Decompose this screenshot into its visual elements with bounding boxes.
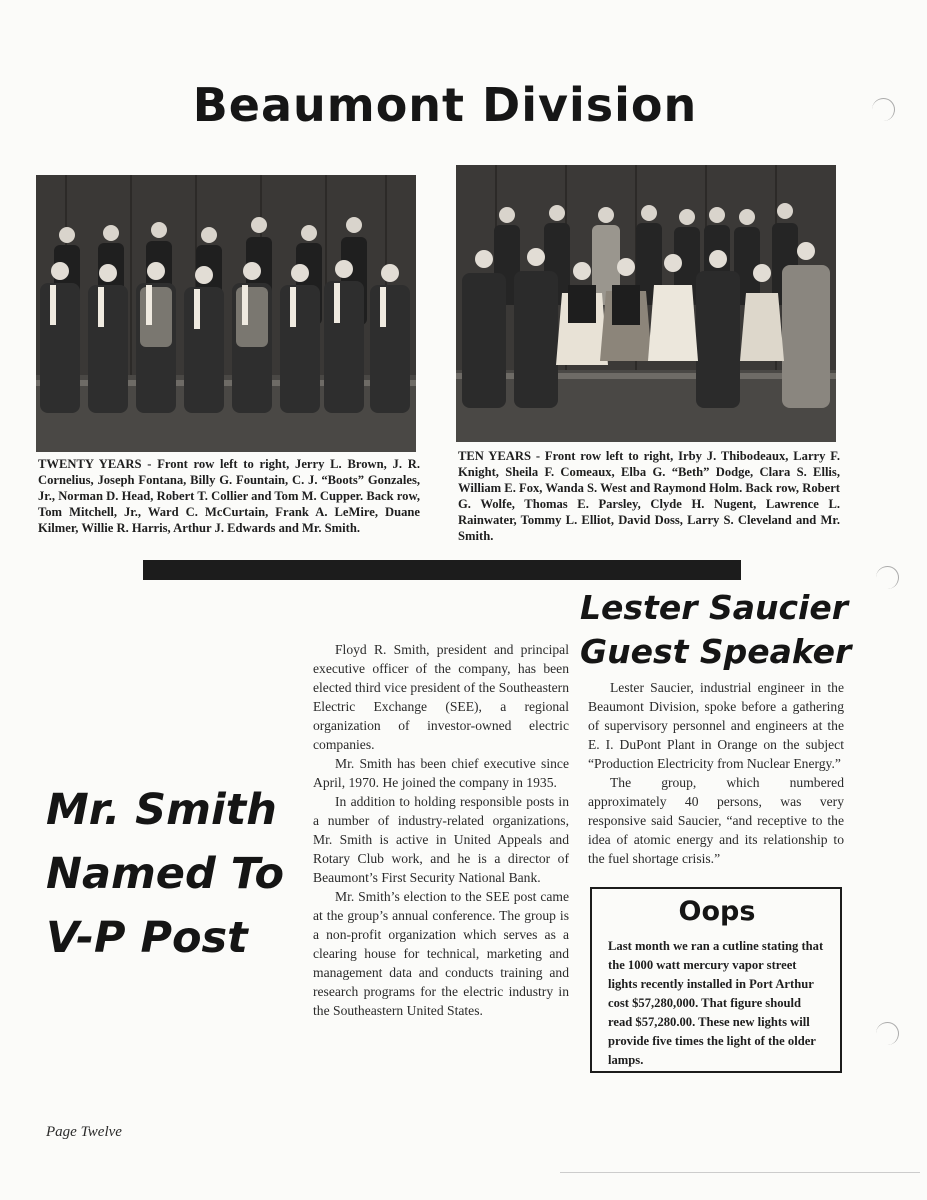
punch-hole-mark xyxy=(872,98,895,121)
smith-paragraph: Mr. Smith’s election to the SEE post came at the group’s annual conference. The group is a non-profit organization which serves as a clearing house for technical, marketing and management data and conducts training and research programs for the electric industry in the Southeastern United States. xyxy=(313,889,569,1018)
lester-article-title xyxy=(580,586,880,674)
oops-correction-box xyxy=(590,887,842,1073)
smith-paragraph: Floyd R. Smith, president and principal executive officer of the company, has been elected third vice president of the Southeastern Electric Exchange (SEE), a regional organization of investor-owned electric companies. xyxy=(313,642,569,752)
smith-paragraph: In addition to holding responsible posts in a number of industry-related organizations, Mr. Smith is active in United Appeals and Rotary Club work, and he is a director of Beaumont’s First Security National Bank. xyxy=(313,794,569,885)
scan-edge-line xyxy=(560,1172,920,1173)
oops-body: Last month we ran a cutline stating that the 1000 watt mercury vapor street lights recently installed in Port Arthur cost $57,280,000. That figure should read $57,280.00. These new lights will provide five times the light of the older lamps. xyxy=(608,939,824,1067)
lester-paragraph: The group, which numbered approximately 40 persons, was very responsive said Saucier, “and receptive to the idea of atomic energy and its relationship to the fuel shortage crisis.” xyxy=(588,775,844,866)
smith-article-title xyxy=(46,778,296,970)
twenty-years-group-photo xyxy=(36,175,416,452)
lester-paragraph: Lester Saucier, industrial engineer in the Beaumont Division, spoke before a gathering of supervisory personnel and engineers at the E. I. DuPont Plant in Orange on the subject “Production Electricity from Nuclear Energy.” xyxy=(588,680,844,771)
ten-years-caption: TEN YEARS - Front row left to right, Irby J. Thibodeaux, Larry F. Knight, Sheila F. Comeaux, Elba G. “Beth” Dodge, Clara S. Ellis, William E. Fox, Wanda S. West and Raymond Holm. Back row, Robert G. Wolfe, Thomas E. Parsley, Clyde H. Nugent, Lawrence L. Rainwater, Tommy L. Elliot, David Doss, Larry S. Cleveland and Mr. Smith. xyxy=(458,449,840,543)
lester-title-line-2: Guest Speaker xyxy=(580,632,852,671)
page-headline: Beaumont Division xyxy=(192,78,698,132)
smith-article-body xyxy=(313,640,569,1020)
lester-title-line-1: Lester Saucier xyxy=(580,588,849,627)
section-divider-bar xyxy=(143,560,741,580)
smith-title-line-1: Mr. Smith xyxy=(46,785,277,835)
smith-title-line-3: V-P Post xyxy=(46,913,248,963)
lester-article-body xyxy=(588,678,844,868)
twenty-years-caption: TWENTY YEARS - Front row left to right, Jerry L. Brown, J. R. Cornelius, Joseph Fontana, Billy G. Fountain, C. J. “Boots” Gonzales, Jr., Norman D. Head, Robert T. Collier and Tom M. Cupper. Back row, Tom Mitchell, Jr., Ward C. McCurtain, Frank A. LeMire, Duane Kilmer, Willie R. Harris, Arthur J. Edwards and Mr. Smith. xyxy=(38,457,420,535)
punch-hole-mark xyxy=(876,1022,899,1045)
smith-paragraph: Mr. Smith has been chief executive since April, 1970. He joined the company in 1935. xyxy=(313,756,569,790)
oops-title: Oops xyxy=(678,896,756,927)
smith-title-line-2: Named To xyxy=(46,849,285,899)
ten-years-group-photo xyxy=(456,165,836,442)
page-number-label: Page Twelve xyxy=(46,1124,122,1140)
punch-hole-mark xyxy=(876,566,899,589)
